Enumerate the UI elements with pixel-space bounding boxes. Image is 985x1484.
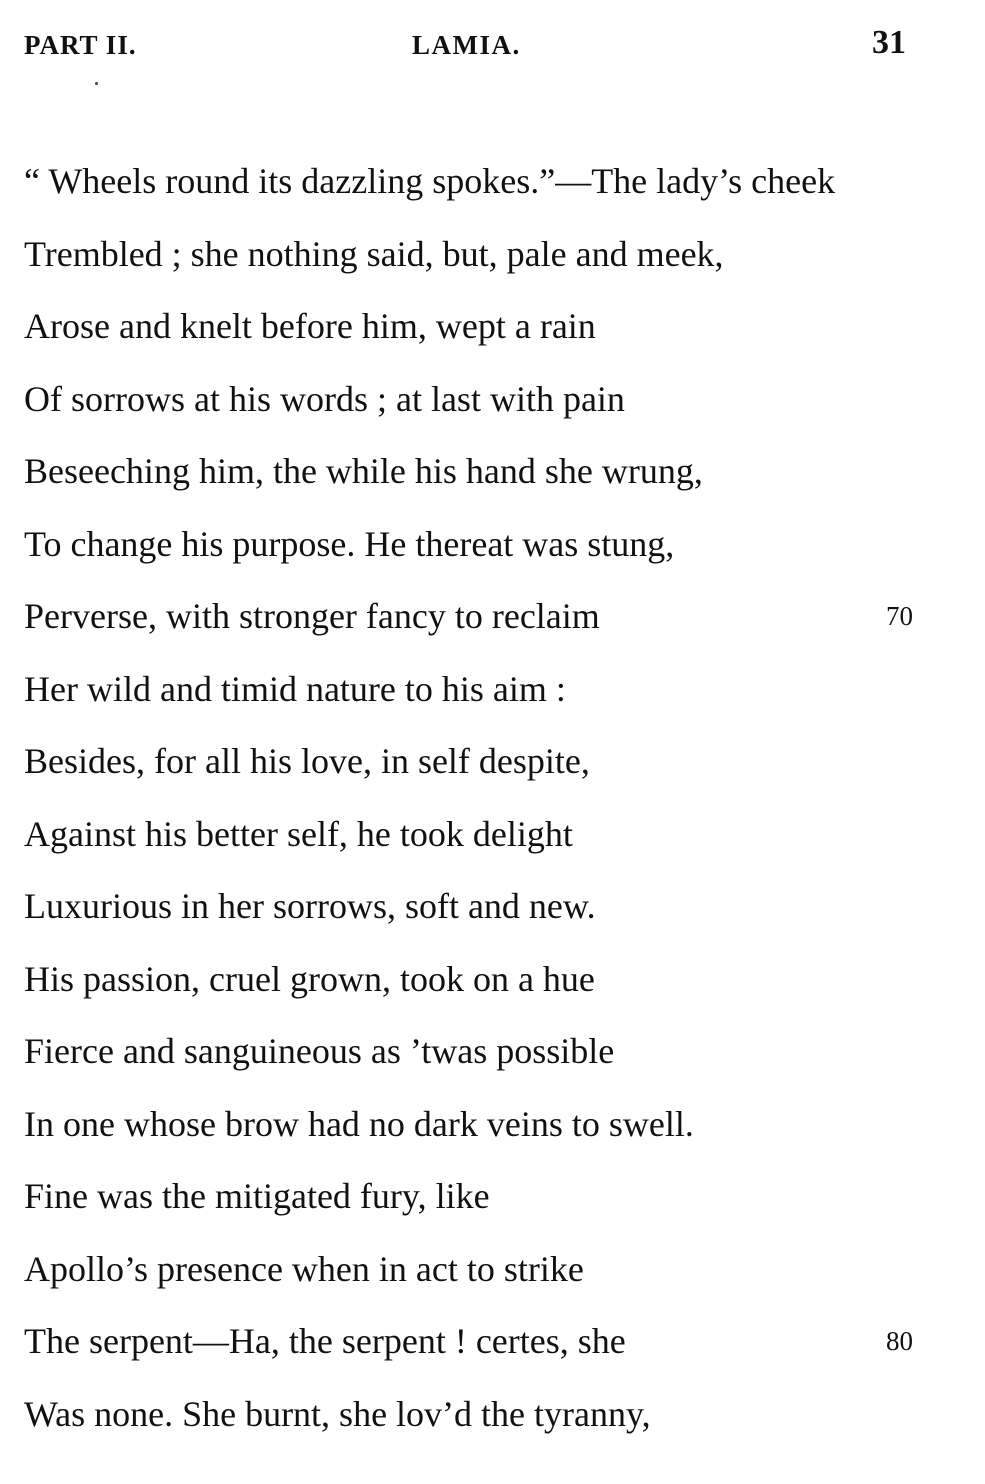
line-number: 80 bbox=[886, 1326, 913, 1356]
line-text: Against his better self, he took delight bbox=[24, 813, 573, 854]
line-text: Fine was the mitigated fury, like bbox=[24, 1176, 490, 1216]
poem-line bbox=[24, 1316, 964, 1389]
poem-line bbox=[24, 591, 964, 664]
poem-line bbox=[24, 229, 964, 302]
poem-line bbox=[24, 446, 964, 519]
line-text: Her wild and timid nature to his aim : bbox=[24, 668, 566, 709]
poem-line bbox=[24, 301, 964, 374]
ink-speck bbox=[95, 82, 98, 85]
line-text: Perverse, with stronger fancy to reclaim bbox=[24, 596, 600, 636]
poem-text bbox=[24, 156, 964, 1461]
line-text: Beseeching him, the while his hand she wrung, bbox=[24, 451, 703, 491]
poem-line bbox=[24, 1099, 964, 1172]
poem-line bbox=[24, 954, 964, 1027]
line-text: Fierce and sanguineous as ’twas possible bbox=[24, 1031, 615, 1071]
line-text: To change his purpose. He thereat was stung, bbox=[24, 523, 675, 564]
line-text: His passion, cruel grown, took on a hue bbox=[24, 958, 595, 999]
line-text: “ Wheels round its dazzling spokes.”—The lady’s cheek bbox=[24, 161, 836, 201]
poem-line bbox=[24, 156, 964, 229]
running-head bbox=[0, 26, 985, 66]
line-text: Arose and knelt before him, wept a rain bbox=[24, 306, 596, 346]
poem-line bbox=[24, 1171, 964, 1244]
line-text: Was none. She burnt, she lov’d the tyranny, bbox=[24, 1393, 651, 1434]
line-text: Apollo’s presence when in act to strike bbox=[24, 1248, 584, 1289]
poem-line bbox=[24, 519, 964, 592]
line-text: Luxurious in her sorrows, soft and new. bbox=[24, 886, 596, 926]
part-label: PART II. bbox=[24, 30, 137, 60]
line-text: Trembled ; she nothing said, but, pale and meek, bbox=[24, 233, 724, 274]
page-number: 31 bbox=[872, 24, 906, 61]
poem-line bbox=[24, 664, 964, 737]
line-text: Besides, for all his love, in self despite, bbox=[24, 741, 590, 781]
poem-line bbox=[24, 1389, 964, 1462]
poem-line bbox=[24, 1026, 964, 1099]
poem-line bbox=[24, 881, 964, 954]
poem-line bbox=[24, 374, 964, 447]
line-text: The serpent—Ha, the serpent ! certes, she bbox=[24, 1321, 626, 1361]
poem-line bbox=[24, 1244, 964, 1317]
poem-line bbox=[24, 809, 964, 882]
line-text: In one whose brow had no dark veins to swell. bbox=[24, 1103, 694, 1144]
line-number: 70 bbox=[886, 601, 913, 631]
line-text: Of sorrows at his words ; at last with pain bbox=[24, 378, 625, 419]
poem-line bbox=[24, 736, 964, 809]
running-title: LAMIA. bbox=[412, 30, 521, 60]
